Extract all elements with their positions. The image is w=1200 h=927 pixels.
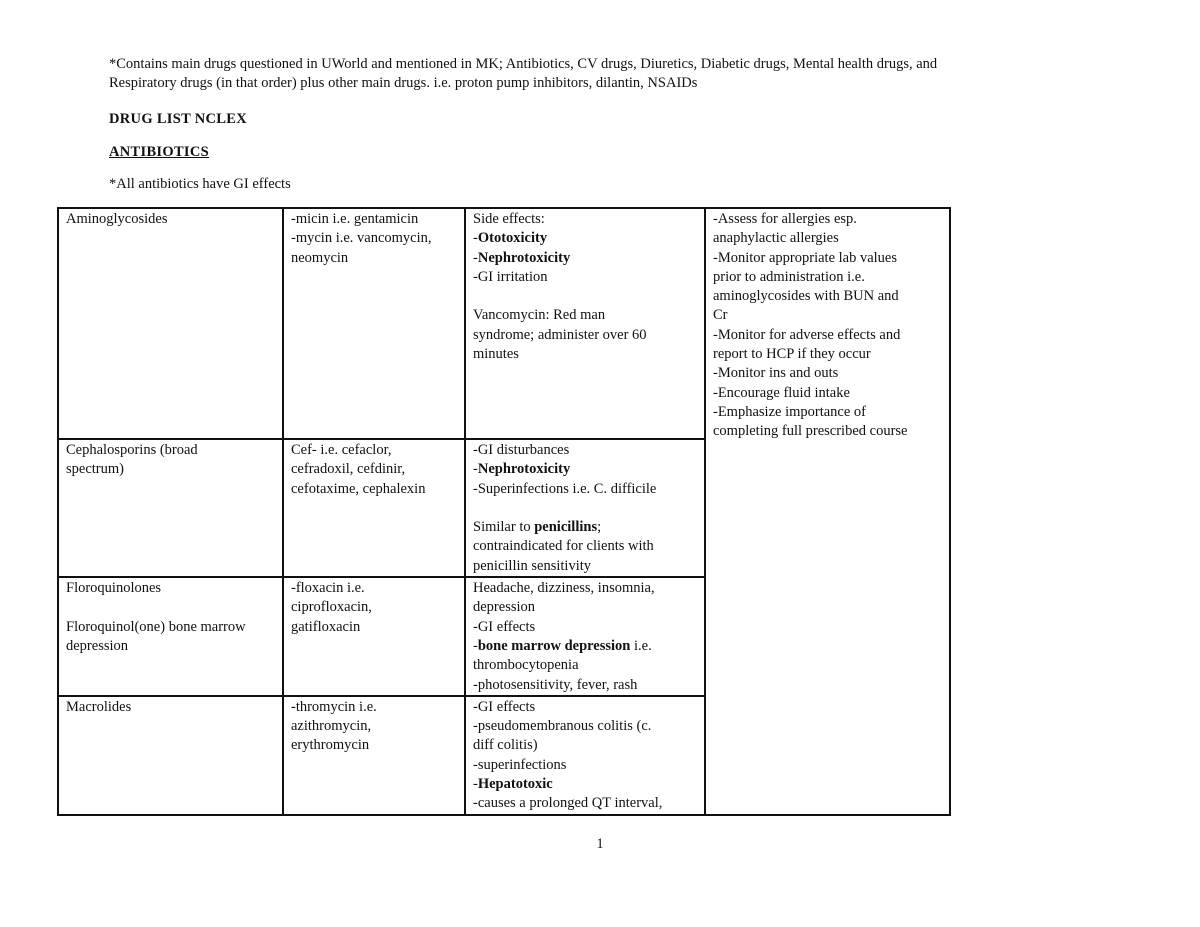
nursing-line: completing full prescribed course: [713, 423, 908, 440]
side-effect-line: contraindicated for clients with: [473, 538, 654, 555]
examples-cell: [283, 439, 465, 577]
section-heading-antibiotics: ANTIBIOTICS: [109, 144, 209, 160]
nursing-line: -Encourage fluid intake: [713, 384, 850, 401]
side-effect-line: -Nephrotoxicity: [473, 461, 571, 478]
example-line: -micin i.e. gentamicin: [291, 211, 419, 227]
side-effect-line: -causes a prolonged QT interval,: [473, 795, 663, 812]
nursing-line: -Monitor ins and outs: [713, 365, 839, 382]
nursing-line: -Emphasize importance of: [713, 403, 866, 420]
section-note: *All antibiotics have GI effects: [109, 176, 291, 192]
side-effect-line: Vancomycin: Red man: [473, 307, 606, 324]
side-effect-line: -GI effects: [473, 618, 536, 635]
drug-class-cell: [58, 577, 283, 696]
examples-cell: [283, 208, 465, 439]
side-effect-emphasis: Hepatotoxic: [477, 776, 553, 793]
drug-class-cell: [58, 439, 283, 577]
drug-class-mnemonic: depression: [66, 637, 129, 654]
example-line: cefotaxime, cephalexin: [291, 480, 426, 497]
example-line: -mycin i.e. vancomycin,: [291, 230, 432, 247]
side-effect-line: thrombocytopenia: [473, 657, 579, 674]
drug-class-cell: [58, 208, 283, 439]
page-number: 1: [596, 836, 604, 852]
nursing-line: prior to administration i.e.: [713, 268, 865, 285]
example-line: neomycin: [291, 249, 349, 266]
side-effect-line: minutes: [473, 346, 519, 363]
nursing-line: report to HCP if they occur: [713, 346, 871, 363]
example-line: gatifloxacin: [291, 618, 361, 635]
drug-class-name: Floroquinolones: [66, 580, 162, 597]
drug-class-cell: [58, 696, 283, 815]
side-effect-line: Headache, dizziness, insomnia,: [473, 580, 655, 597]
side-effect-line: -Hepatotoxic: [473, 776, 553, 793]
side-effect-line: diff colitis): [473, 737, 538, 754]
side-effect-emphasis: Ototoxicity: [477, 230, 548, 247]
antibiotics-table: [57, 207, 951, 816]
side-effect-line: -pseudomembranous colitis (c.: [473, 718, 652, 735]
side-effect-line: -superinfections: [473, 756, 567, 773]
side-effect-line: Similar to penicillins;: [473, 519, 602, 536]
side-effects-cell: [465, 208, 705, 439]
side-effect-line: -GI effects: [473, 698, 536, 715]
side-effect-emphasis: Nephrotoxicity: [477, 249, 571, 266]
side-effect-emphasis: bone marrow depression: [477, 637, 631, 654]
side-effect-line: syndrome; administer over 60: [473, 326, 647, 343]
side-effect-emphasis: Nephrotoxicity: [477, 461, 571, 478]
nursing-line: -Assess for allergies esp.: [713, 211, 857, 227]
side-effect-line: -bone marrow depression i.e.: [473, 637, 652, 654]
examples-cell: [283, 696, 465, 815]
example-line: Cef- i.e. cefaclor,: [291, 442, 392, 458]
intro-line-1: *Contains main drugs questioned in UWorld and mentioned in MK; Antibiotics, CV drugs, Diuretics, Diabetic drugs, Mental health drugs, and: [109, 56, 938, 72]
nursing-line: aminoglycosides with BUN and: [713, 288, 899, 305]
side-effect-line: penicillin sensitivity: [473, 557, 592, 574]
intro-note: [109, 55, 1099, 94]
side-effect-line: -GI irritation: [473, 268, 548, 285]
nursing-line: anaphylactic allergies: [713, 230, 839, 247]
example-line: -floxacin i.e.: [291, 580, 365, 597]
nursing-line: -Monitor for adverse effects and: [713, 326, 901, 343]
side-effect-line: -Ototoxicity: [473, 230, 548, 247]
table-row: [58, 208, 950, 439]
drug-class-name: Macrolides: [66, 698, 132, 715]
example-line: cefradoxil, cefdinir,: [291, 461, 406, 478]
drug-class-name: Aminoglycosides: [66, 211, 168, 227]
drug-class-name: spectrum): [66, 461, 124, 478]
example-line: erythromycin: [291, 737, 370, 754]
side-effect-emphasis: penicillins: [534, 519, 598, 536]
side-effects-cell: [465, 439, 705, 577]
side-effects-cell: [465, 577, 705, 696]
example-line: ciprofloxacin,: [291, 599, 372, 616]
intro-line-2: Respiratory drugs (in that order) plus other main drugs. i.e. proton pump inhibitors, dilantin, NSAIDs: [109, 75, 698, 92]
side-effect-line: -GI disturbances: [473, 442, 570, 458]
nursing-line: Cr: [713, 307, 728, 324]
side-effect-line: depression: [473, 599, 536, 616]
nursing-considerations-cell: [705, 208, 950, 815]
drug-class-mnemonic: Floroquinol(one) bone marrow: [66, 618, 246, 635]
drug-class-name: Cephalosporins (broad: [66, 442, 198, 458]
side-effects-cell: [465, 696, 705, 815]
side-effects-heading: Side effects:: [473, 211, 545, 227]
side-effect-line: -photosensitivity, fever, rash: [473, 676, 638, 693]
document-title: DRUG LIST NCLEX: [109, 111, 247, 127]
side-effect-line: -Superinfections i.e. C. difficile: [473, 480, 657, 497]
example-line: azithromycin,: [291, 718, 372, 735]
example-line: -thromycin i.e.: [291, 698, 377, 715]
nursing-line: -Monitor appropriate lab values: [713, 249, 898, 266]
examples-cell: [283, 577, 465, 696]
side-effect-line: -Nephrotoxicity: [473, 249, 571, 266]
